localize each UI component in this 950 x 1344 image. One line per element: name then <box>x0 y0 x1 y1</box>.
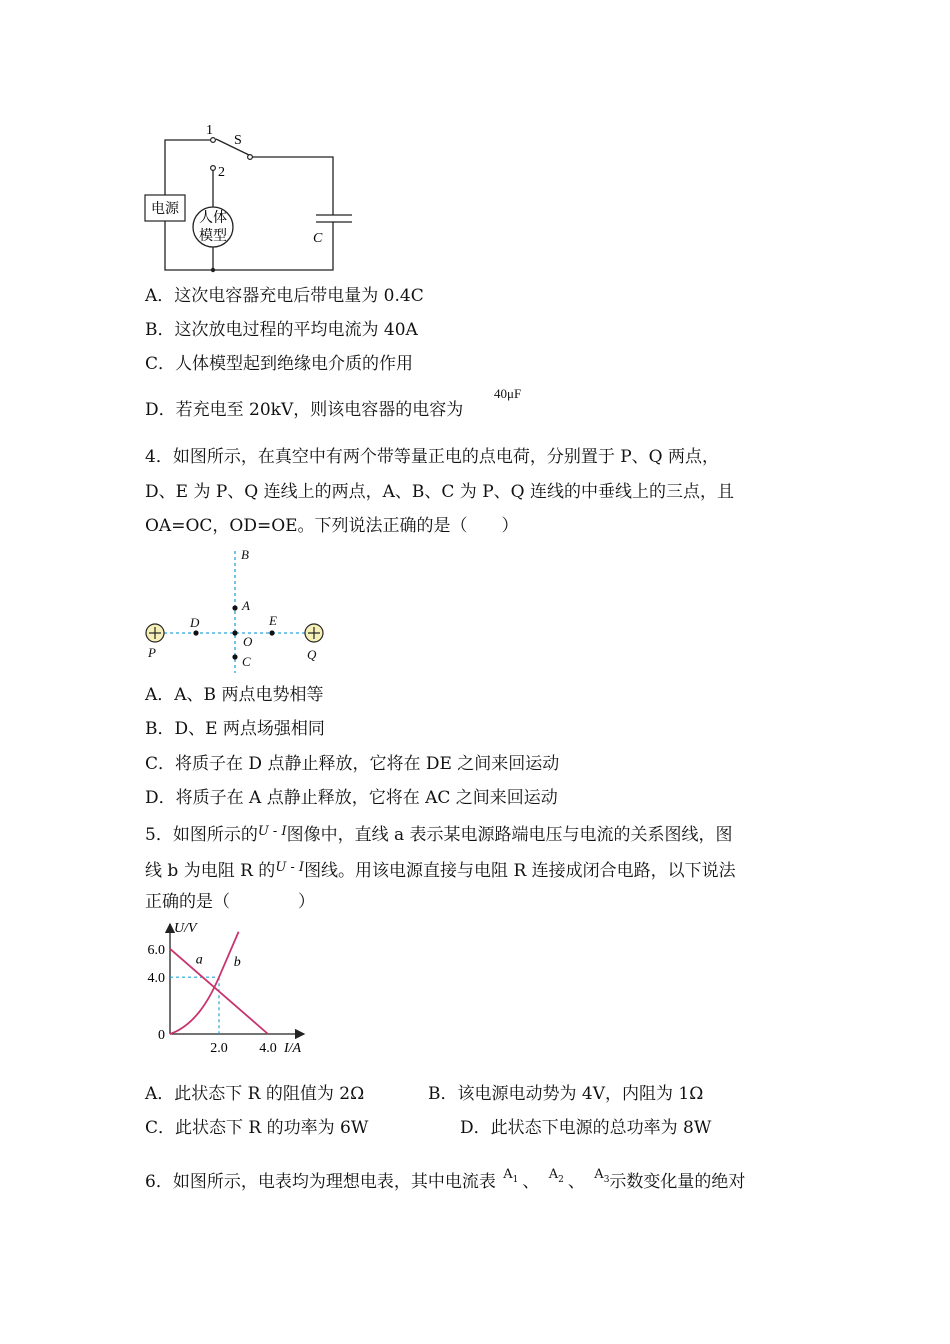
q6-text-a: 6．如图所示，电表均为理想电表，其中电流表 <box>145 1172 496 1192</box>
q5-option-c: C．此状态下 R 的功率为 6W <box>145 1118 369 1138</box>
label-o: O <box>243 634 253 649</box>
label-p: P <box>148 645 156 660</box>
q5-option-b: B．该电源电动势为 4V，内阻为 1Ω <box>428 1084 704 1104</box>
point-d <box>193 630 198 635</box>
q4-stem-line1: 4．如图所示，在真空中有两个带等量正电的点电荷，分别置于 P、Q 两点， <box>145 447 719 467</box>
label-q: Q <box>307 647 317 662</box>
point-a <box>232 605 237 610</box>
label-2: 2 <box>218 165 225 180</box>
q4-option-a: A．A、B 两点电势相等 <box>145 685 324 705</box>
q4-stem-line2: D、E 为 P、Q 连线上的两点，A、B、C 为 P、Q 连线的中垂线上的三点，且 <box>145 482 734 502</box>
q6-sep-1: 、 <box>522 1172 540 1192</box>
ui-chart <box>140 918 320 1058</box>
q3-option-d-value: 40μF <box>494 386 522 401</box>
label-e: E <box>269 613 277 628</box>
q6-sep-2: 、 <box>567 1172 585 1192</box>
charges-figure <box>140 545 340 675</box>
q5-line2-a: 线 b 为电阻 R 的 <box>145 861 276 881</box>
series-b-label: b <box>233 954 241 970</box>
capacitor-label: C <box>313 231 323 246</box>
q5-ui-inline-1: U - I <box>257 824 287 839</box>
q4-option-b: B．D、E 两点场强相同 <box>145 719 325 739</box>
y-tick-label: 0 <box>158 1028 165 1043</box>
series-a-label: a <box>195 952 203 968</box>
q5-line1-a: 5．如图所示的 <box>145 825 258 845</box>
q4-option-c: C．将质子在 D 点静止释放，它将在 DE 之间来回运动 <box>145 754 560 774</box>
point-c <box>232 654 237 659</box>
junction-dot <box>211 268 215 272</box>
label-a: A <box>242 598 250 613</box>
wire-right <box>249 157 333 215</box>
q3-option-b: B．这次放电过程的平均电流为 40A <box>145 320 418 340</box>
power-label: 电源 <box>151 202 179 217</box>
x-tick-label: 2.0 <box>210 1041 228 1056</box>
switch-pivot <box>248 155 253 160</box>
y-tick-label: 6.0 <box>147 942 165 958</box>
q5-stem-line1 <box>145 820 733 847</box>
x-tick-label: 4.0 <box>259 1041 277 1056</box>
q5-stem-line3: 正确的是（ ） <box>145 892 315 912</box>
q5-stem-line2 <box>145 856 736 883</box>
label-1: 1 <box>206 123 213 138</box>
q4-stem-line3: OA=OC，OD=OE。下列说法正确的是（ ） <box>145 516 519 536</box>
q5-line2-b: 图线。用该电源直接与电阻 R 连接成闭合电路，以下说法 <box>304 861 736 881</box>
terminal-1 <box>211 138 216 143</box>
wire-left-top <box>165 140 213 195</box>
q6-stem <box>145 1163 745 1194</box>
label-s: S <box>234 133 242 148</box>
q3-option-d: D．若充电至 20kV，则该电容器的电容为 <box>145 400 464 420</box>
point-o <box>232 630 237 635</box>
point-e <box>269 630 274 635</box>
model-label-2: 模型 <box>199 229 227 244</box>
model-label-1: 人体 <box>199 211 227 226</box>
switch-blade <box>216 139 249 155</box>
label-d: D <box>190 615 200 630</box>
q3-option-c: C．人体模型起到绝缘电介质的作用 <box>145 354 414 374</box>
terminal-2 <box>211 166 216 171</box>
ammeter-a1: A1 <box>503 1167 519 1185</box>
q5-ui-inline-2: U - I <box>275 860 305 875</box>
q5-line1-b: 图像中，直线 a 表示某电源路端电压与电流的关系图线，图 <box>286 825 733 845</box>
ammeter-a2: A2 <box>548 1167 564 1185</box>
label-b: B <box>241 547 249 562</box>
q4-option-d: D．将质子在 A 点静止释放，它将在 AC 之间来回运动 <box>145 788 558 808</box>
y-tick-label: 4.0 <box>147 971 165 987</box>
circuit-figure <box>140 120 380 280</box>
y-axis-label: U/V <box>174 921 197 936</box>
q3-option-a: A．这次电容器充电后带电量为 0.4C <box>145 286 424 306</box>
q6-text-b: 示数变化量的绝对 <box>609 1172 746 1192</box>
series-b-curve <box>170 932 239 1034</box>
x-axis-label: I/A <box>284 1041 302 1056</box>
label-c: C <box>242 654 251 669</box>
wire-left-bottom <box>165 221 333 270</box>
q5-option-d: D．此状态下电源的总功率为 8W <box>460 1118 712 1138</box>
ammeter-a3: A3 <box>594 1167 610 1185</box>
q5-option-a: A．此状态下 R 的阻值为 2Ω <box>145 1084 365 1104</box>
